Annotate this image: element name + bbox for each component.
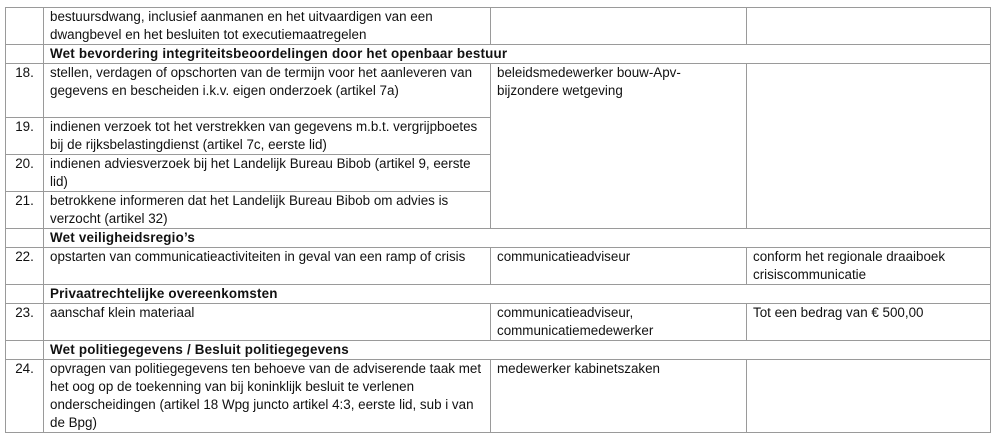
row-description: opvragen van politiegegevens ten behoeve van de adviserende taak met het oog op de toekenning van bij koninklijk besluit te verlenen onderscheidingen (artikel 18 Wpg juncto artikel 4:3, eerste lid, sub i van de Bpg) xyxy=(44,360,491,433)
row-number: 22. xyxy=(6,248,44,285)
row-description: bestuursdwang, inclusief aanmanen en het uitvaardigen van een dwangbevel en het besluiten tot executiemaatregelen xyxy=(44,8,491,45)
section-header-row xyxy=(6,341,991,360)
row-mandatee: beleidsmedewerker bouw-Apv-bijzondere wetgeving xyxy=(491,64,747,229)
mandate-table xyxy=(5,7,991,433)
table-row xyxy=(6,304,991,341)
section-title: Privaatrechtelijke overeenkomsten xyxy=(44,285,991,304)
row-description: stellen, verdagen of opschorten van de termijn voor het aanleveren van gegevens en bescheiden i.k.v. eigen onderzoek (artikel 7a) xyxy=(44,64,491,118)
section-title: Wet bevordering integriteitsbeoordelingen door het openbaar bestuur xyxy=(44,45,991,64)
row-number: 23. xyxy=(6,304,44,341)
row-number: 19. xyxy=(6,118,44,155)
row-number: 21. xyxy=(6,192,44,229)
row-description: betrokkene informeren dat het Landelijk Bureau Bibob om advies is verzocht (artikel 32) xyxy=(44,192,491,229)
table-row xyxy=(6,248,991,285)
section-header-row xyxy=(6,45,991,64)
row-number xyxy=(6,229,44,248)
row-description: indienen verzoek tot het verstrekken van gegevens m.b.t. vergrijpboetes bij de rijksbelastingdienst (artikel 7c, eerste lid) xyxy=(44,118,491,155)
row-description: opstarten van communicatieactiviteiten in geval van een ramp of crisis xyxy=(44,248,491,285)
row-number: 18. xyxy=(6,64,44,118)
row-number: 24. xyxy=(6,360,44,433)
section-title: Wet politiegegevens / Besluit politiegegevens xyxy=(44,341,991,360)
row-mandatee xyxy=(491,8,747,45)
row-description: aanschaf klein materiaal xyxy=(44,304,491,341)
section-header-row xyxy=(6,229,991,248)
row-conditions: conform het regionale draaiboek crisiscommunicatie xyxy=(747,248,991,285)
table-row xyxy=(6,8,991,45)
table-row xyxy=(6,360,991,433)
row-number xyxy=(6,285,44,304)
row-mandatee: communicatieadviseur xyxy=(491,248,747,285)
row-number xyxy=(6,341,44,360)
row-conditions: Tot een bedrag van € 500,00 xyxy=(747,304,991,341)
section-title: Wet veiligheidsregio’s xyxy=(44,229,991,248)
row-mandatee: medewerker kabinetszaken xyxy=(491,360,747,433)
row-conditions xyxy=(747,8,991,45)
row-number: 20. xyxy=(6,155,44,192)
row-number xyxy=(6,45,44,64)
table-row xyxy=(6,64,991,118)
section-header-row xyxy=(6,285,991,304)
row-conditions xyxy=(747,360,991,433)
row-conditions xyxy=(747,64,991,229)
row-description: indienen adviesverzoek bij het Landelijk Bureau Bibob (artikel 9, eerste lid) xyxy=(44,155,491,192)
row-number xyxy=(6,8,44,45)
row-mandatee: communicatieadviseur, communicatiemedewerker xyxy=(491,304,747,341)
